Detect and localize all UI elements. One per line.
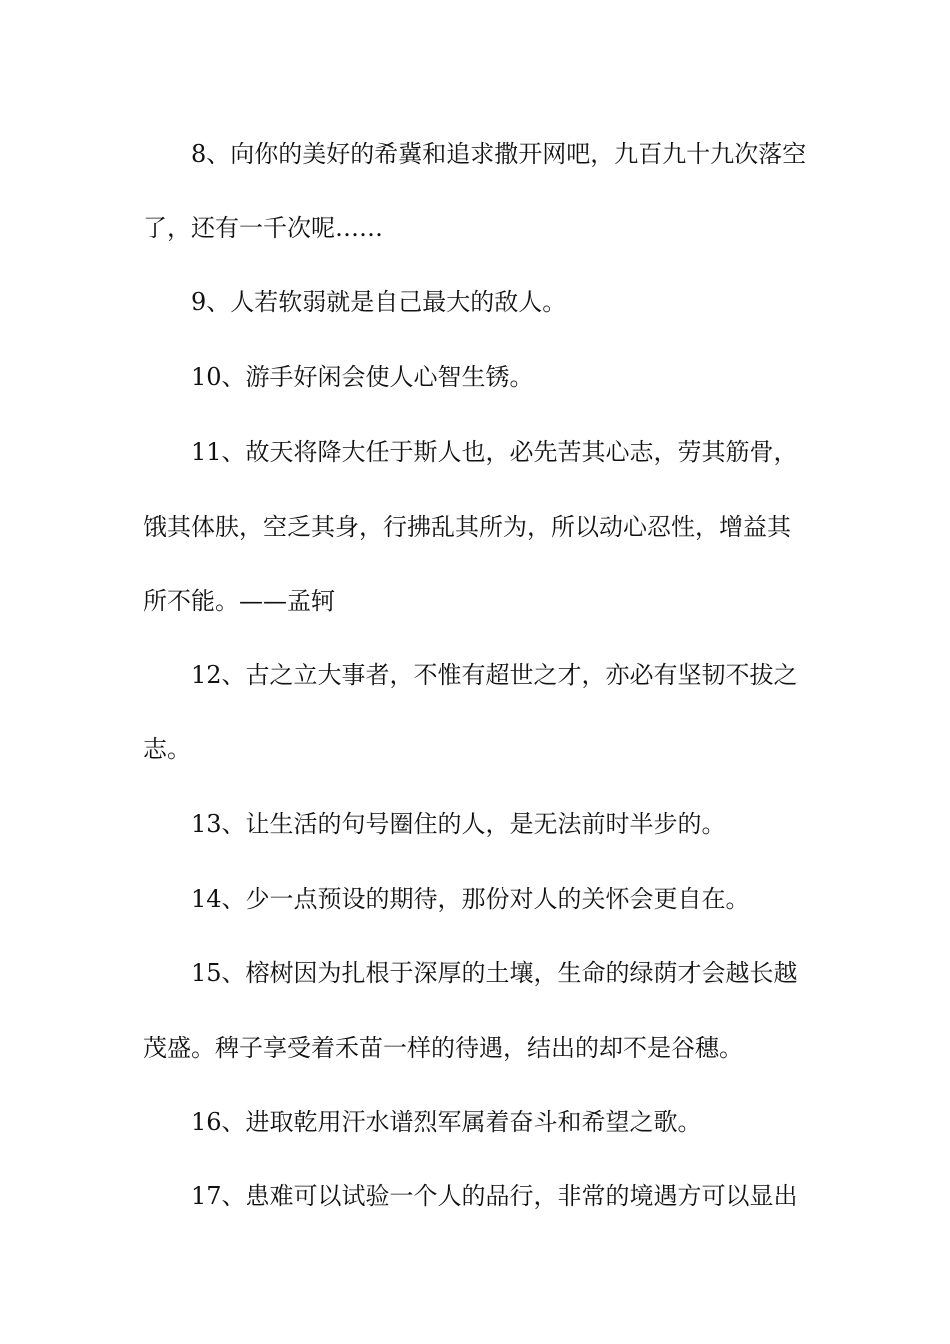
text-line: 8、向你的美好的希冀和追求撒开网吧，九百九十九次落空 — [191, 140, 807, 168]
text-line: 9、人若软弱就是自己最大的敌人。 — [191, 288, 567, 316]
text-line: 志。 — [143, 735, 191, 763]
text-line: 了，还有一千次呢…… — [143, 214, 383, 242]
text-line: 12、古之立大事者，不惟有超世之才，亦必有坚韧不拔之 — [191, 661, 798, 689]
text-line: 茂盛。稗子享受着禾苗一样的待遇，结出的却不是谷穗。 — [143, 1034, 743, 1062]
text-line: 饿其体肤，空乏其身，行拂乱其所为，所以动心忍性，增益其 — [143, 513, 791, 541]
text-line: 13、让生活的句号圈住的人，是无法前时半步的。 — [191, 810, 726, 838]
text-line: 16、进取乾用汗水谱烈军属着奋斗和希望之歌。 — [191, 1108, 702, 1136]
text-line: 15、榕树因为扎根于深厚的土壤，生命的绿荫才会越长越 — [191, 959, 798, 987]
text-line: 所不能。——孟轲 — [143, 587, 335, 615]
text-line: 10、游手好闲会使人心智生锈。 — [191, 363, 534, 391]
text-line: 11、故天将降大任于斯人也，必先苦其心志，劳其筋骨， — [191, 438, 798, 466]
text-line: 17、患难可以试验一个人的品行，非常的境遇方可以显出 — [191, 1182, 798, 1210]
text-line: 14、少一点预设的期待，那份对人的关怀会更自在。 — [191, 885, 750, 913]
